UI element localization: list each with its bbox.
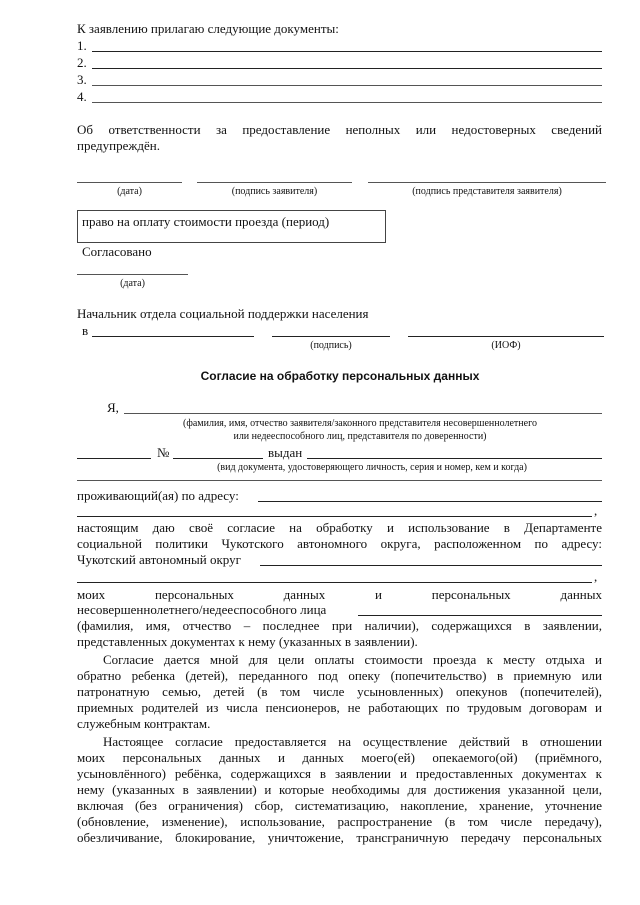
purpose-paragraph — [77, 652, 602, 732]
dept-address-line-2[interactable] — [77, 582, 592, 583]
representative-signature-line[interactable] — [368, 182, 606, 183]
head-location-line[interactable] — [92, 336, 254, 337]
consent-dept-text: настоящим даю своё согласие на обработку и использование в Департаменте — [77, 520, 602, 535]
address-line[interactable] — [258, 501, 602, 502]
head-signature-line[interactable] — [272, 336, 390, 337]
attachment-line[interactable] — [92, 51, 602, 52]
head-prefix: в — [82, 323, 89, 338]
purpose-line: Согласие дается мной для цели оплаты стоимости проезда к месту отдыха и — [103, 652, 602, 667]
doc-number-label: № — [157, 445, 170, 460]
approval-label: Согласовано — [82, 244, 152, 259]
actions-line: усыновлённого) ребёнка, содержащихся в заявлении и предоставленных документах к — [77, 766, 602, 781]
actions-line: моих персональных данных и данных моего(ей) опекаемого(ой) (приёмного, — [77, 750, 602, 765]
attachment-line[interactable] — [92, 85, 602, 86]
actions-line: обезличивание, блокирование, уничтожение, трансграничную передачу персональных — [77, 830, 602, 845]
fio-line[interactable] — [124, 413, 602, 414]
minor-name-line[interactable] — [358, 615, 602, 616]
travel-period-box[interactable] — [77, 210, 386, 243]
representative-signature-caption: (подпись представителя заявителя) — [412, 186, 562, 197]
applicant-signature-line[interactable] — [197, 182, 352, 183]
consent-dept-region: Чукотский автономный округ — [77, 552, 241, 567]
actions-line: (обновление, изменение), использование, распространение (в том числе передачу), — [77, 814, 602, 829]
applicant-signature-caption: (подпись заявителя) — [231, 186, 318, 197]
head-signature-caption: (подпись) — [310, 340, 352, 351]
doc-caption: (вид документа, удостоверяющего личность, серия и номер, кем и когда) — [217, 462, 527, 473]
attachment-line[interactable] — [92, 102, 602, 103]
doc-series-line[interactable] — [77, 458, 151, 459]
doc-number-line[interactable] — [173, 458, 263, 459]
attachment-number: 1. — [77, 38, 87, 53]
purpose-line: обратно ребенка (детей), переданного под опеку (попечительство) в приемную или — [77, 668, 602, 683]
minor-label: несовершеннолетнего/недееспособного лица — [77, 602, 327, 617]
dept-address-line[interactable] — [260, 565, 602, 566]
attachments-heading: К заявлению прилагаю следующие документы: — [77, 21, 339, 36]
address-comma: , — [594, 503, 598, 518]
doc-extra-line[interactable] — [77, 480, 602, 481]
travel-period-label: право на оплату стоимости проезда (период) — [82, 214, 330, 229]
date-caption: (дата) — [117, 186, 142, 197]
actions-line: Настоящее согласие предоставляется на осуществление действий в отношении — [103, 734, 602, 749]
fio-caption: или недееспособного лиц, представителя по доверенности) — [233, 431, 487, 442]
purpose-line: служебным контрактам. — [77, 716, 211, 731]
attachment-number: 4. — [77, 89, 87, 104]
consent-dept-text: социальной политики Чукотского автономного округа, расположенном по адресу: — [77, 536, 602, 551]
actions-paragraph — [77, 734, 602, 846]
date-line[interactable] — [77, 182, 182, 183]
dept-address-comma: , — [594, 569, 598, 584]
attachment-number: 3. — [77, 72, 87, 87]
consent-data-text: (фамилия, имя, отчество – последнее при наличии), содержащихся в заявлении, — [77, 618, 602, 633]
responsibility-text: Об ответственности за предоставление неполных или недостоверных сведений — [77, 122, 602, 137]
approval-date-line[interactable] — [77, 274, 188, 275]
head-initials-line[interactable] — [408, 336, 604, 337]
doc-issued-label: выдан — [268, 445, 303, 460]
address-label: проживающий(ая) по адресу: — [77, 488, 239, 503]
responsibility-text-end: предупреждён. — [77, 138, 160, 153]
attachment-line[interactable] — [92, 68, 602, 69]
head-title: Начальник отдела социальной поддержки населения — [77, 306, 369, 321]
head-initials-caption: (ИОФ) — [491, 340, 521, 351]
consent-i-label: Я, — [107, 400, 119, 415]
consent-data-text-end: представленных документах к нему (указанных в заявлении). — [77, 634, 418, 649]
fio-caption: (фамилия, имя, отчество заявителя/законного представителя несовершеннолетнего — [183, 418, 537, 429]
purpose-line: патронатную семью, детей (в том числе усыновленных) опекунов (попечителей), — [77, 684, 602, 699]
consent-data-text: моих персональных данных и персональных данных — [77, 587, 602, 602]
address-line-2[interactable] — [77, 516, 592, 517]
doc-issued-line[interactable] — [307, 458, 602, 459]
consent-title: Согласие на обработку персональных данных — [200, 369, 480, 383]
actions-line: включая (без ограничения) сбор, систематизацию, накопление, хранение, уточнение — [77, 798, 602, 813]
attachment-number: 2. — [77, 55, 87, 70]
purpose-line: приемных родителей из числа пенсионеров, не работающих по трудовым договорам и — [77, 700, 602, 715]
approval-date-caption: (дата) — [120, 278, 145, 289]
actions-line: нему (указанных в заявлении) и которые необходимы для достижения указанной цели, — [77, 782, 602, 797]
